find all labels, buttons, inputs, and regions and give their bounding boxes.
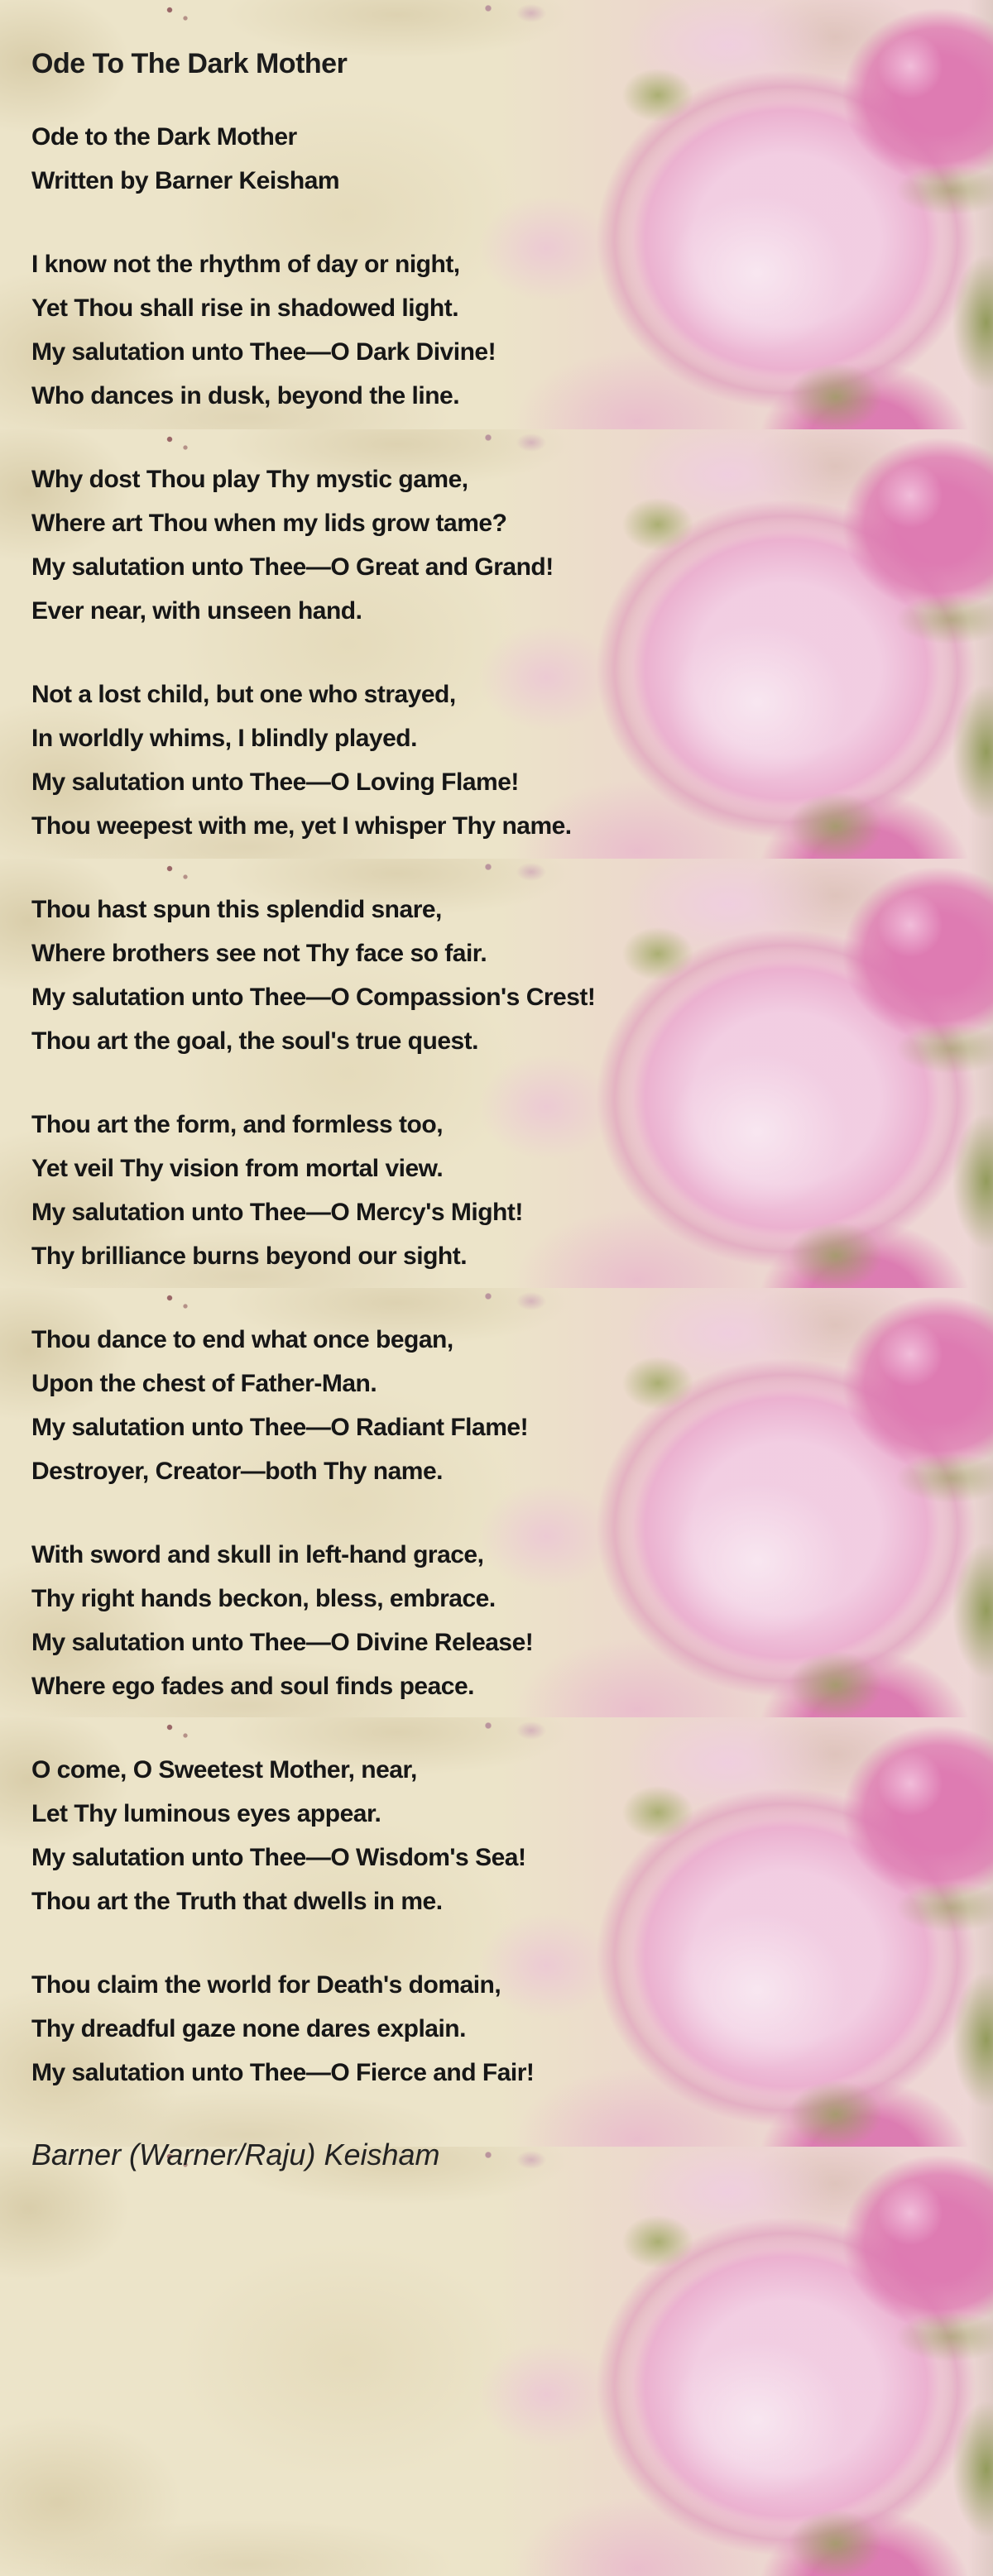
poem-line: Where ego fades and soul finds peace. <box>31 1673 474 1700</box>
poem-line: Destroyer, Creator—both Thy name. <box>31 1458 443 1485</box>
poem-line: Thou hast spun this splendid snare, <box>31 896 442 923</box>
poem-line: O come, O Sweetest Mother, near, <box>31 1756 417 1784</box>
poem-line: Upon the chest of Father-Man. <box>31 1370 377 1397</box>
poem-stanza <box>31 457 993 633</box>
poem-title: Ode To The Dark Mother <box>31 48 348 79</box>
poem-line: Not a lost child, but one who strayed, <box>31 681 456 708</box>
poem-line: In worldly whims, I blindly played. <box>31 725 417 752</box>
poem-line: Thou claim the world for Death's domain, <box>31 1971 501 1999</box>
poem-line: My salutation unto Thee—O Fierce and Fair! <box>31 2059 535 2086</box>
poem-line: Thy brilliance burns beyond our sight. <box>31 1243 468 1270</box>
poem-line: Yet Thou shall rise in shadowed light. <box>31 294 459 322</box>
poem-line: My salutation unto Thee—O Radiant Flame! <box>31 1414 529 1441</box>
poem-line: Why dost Thou play Thy mystic game, <box>31 466 468 493</box>
poem-line: With sword and skull in left-hand grace, <box>31 1541 484 1568</box>
poem-line: My salutation unto Thee—O Dark Divine! <box>31 338 496 366</box>
poem-line: Yet veil Thy vision from mortal view. <box>31 1155 444 1182</box>
poem-line: My salutation unto Thee—O Mercy's Might! <box>31 1199 523 1226</box>
poem-stanza <box>31 888 993 1063</box>
poem-line: Thou dance to end what once began, <box>31 1326 453 1353</box>
poem-line: My salutation unto Thee—O Great and Grand! <box>31 553 554 581</box>
poem-line: Thou art the form, and formless too, <box>31 1111 444 1138</box>
poem-stanza <box>31 1963 993 2095</box>
poem-stanza <box>31 1748 993 1923</box>
author-signature: Barner (Warner/Raju) Keisham <box>31 2138 440 2171</box>
poem-body <box>31 242 993 2095</box>
poem-line: My salutation unto Thee—O Compassion's Crest! <box>31 984 596 1011</box>
poem-line: Where brothers see not Thy face so fair. <box>31 940 487 967</box>
poem-stanza <box>31 242 993 418</box>
poem-line: Who dances in dusk, beyond the line. <box>31 382 460 409</box>
poem-line: My salutation unto Thee—O Wisdom's Sea! <box>31 1844 526 1871</box>
poem-line: Where art Thou when my lids grow tame? <box>31 510 507 537</box>
poem-line: Thou art the Truth that dwells in me. <box>31 1888 443 1915</box>
poem-line: I know not the rhythm of day or night, <box>31 251 460 278</box>
rose-tile <box>0 2147 993 2576</box>
poem-line: Thy right hands beckon, bless, embrace. <box>31 1585 496 1612</box>
poem-line: Thy dreadful gaze none dares explain. <box>31 2015 466 2042</box>
poem-line: Thou art the goal, the soul's true quest. <box>31 1027 479 1055</box>
poem-line: Thou weepest with me, yet I whisper Thy name. <box>31 812 572 840</box>
poem-stanza <box>31 1103 993 1278</box>
poem-line: My salutation unto Thee—O Loving Flame! <box>31 768 519 796</box>
poem-stanza <box>31 673 993 848</box>
poem-stanza <box>31 1533 993 1708</box>
poem-subtitle-line: Ode to the Dark Mother <box>31 123 297 151</box>
poem-line: Let Thy luminous eyes appear. <box>31 1800 381 1827</box>
poem-line: Ever near, with unseen hand. <box>31 597 362 625</box>
poem-line: My salutation unto Thee—O Divine Release! <box>31 1629 534 1656</box>
poem-subtitle <box>31 115 993 203</box>
poem-stanza <box>31 1318 993 1493</box>
poem-author-credit: Written by Barner Keisham <box>31 167 340 194</box>
